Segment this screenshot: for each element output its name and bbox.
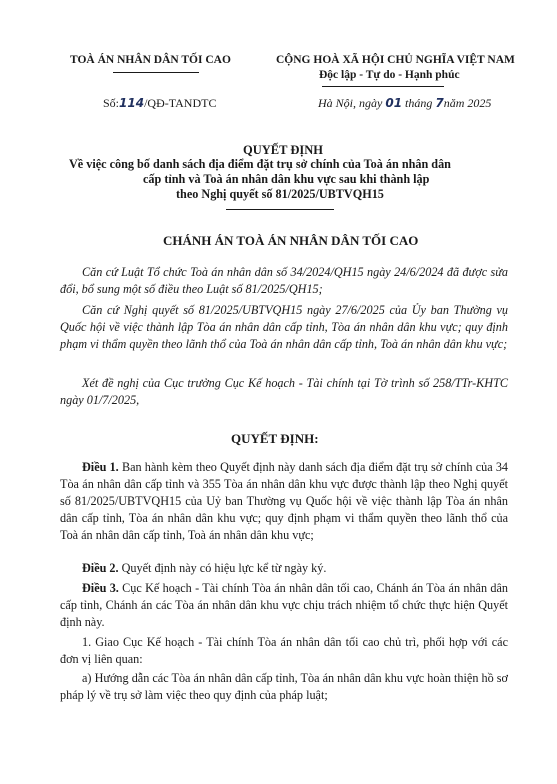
decision-heading: QUYẾT ĐỊNH: xyxy=(231,431,319,446)
legal-basis-2: Căn cứ Nghị quyết số 81/2025/UBTVQH15 ngày 27/6/2025 của Ủy ban Thường vụ Quốc hội về việc thành lập Tòa án nhân dân cấp tỉnh, Tòa án nhân dân khu vực; quy định phạm vi thẩm quyền theo lãnh thổ của Toà án nhân dân cấp tỉnh, Toà án nhân dân khu vực; xyxy=(60,303,508,351)
date-prefix: Hà Nội, ngày xyxy=(318,96,383,110)
article-1-label: Điều 1. xyxy=(82,460,119,474)
article-2 xyxy=(60,560,508,577)
article-1-text: Ban hành kèm theo Quyết định này danh sách địa điểm đặt trụ sở chính của 34 Tòa án nhân dân cấp tỉnh và 355 Tòa án nhân dân khu vực được thành lập theo Nghị quyết số 81/2025/UBTVQH15 của Uỷ ban Thường vụ Quốc hội về việc thành lập Tòa án nhân dân cấp tỉnh, Tòa án nhân dân khu vực; quy định phạm vi thẩm quyền theo lãnh thổ của Toà án nhân dân cấp tỉnh, Toà án nhân dân khu vực; xyxy=(60,460,509,542)
legal-basis-1: Căn cứ Luật Tổ chức Toà án nhân dân số 34/2024/QH15 ngày 24/6/2024 đã được sửa đổi, bổ sung một số điều theo Luật số 81/2025/QH15; xyxy=(60,265,508,296)
article-3-label: Điều 3. xyxy=(82,581,119,595)
subject-line-2: cấp tỉnh và Toà án nhân dân khu vực sau khi thành lập xyxy=(143,172,430,186)
document-number xyxy=(103,96,216,111)
subject-line-3: theo Nghị quyết số 81/2025/UBTVQH15 xyxy=(176,187,384,201)
subject-line-1: Về việc công bố danh sách địa điểm đặt trụ sở chính của Toà án nhân dân xyxy=(69,157,451,171)
date-mid: tháng xyxy=(405,96,433,110)
handwritten-day: 01 xyxy=(385,96,403,110)
date-suffix: năm 2025 xyxy=(443,96,492,110)
handwritten-month: 7 xyxy=(435,96,444,110)
country-name: CỘNG HOÀ XÃ HỘI CHỦ NGHĨA VIỆT NAM xyxy=(276,54,515,66)
article-3 xyxy=(60,580,508,631)
number-prefix: Số: xyxy=(103,96,120,110)
document-type: QUYẾT ĐỊNH xyxy=(243,143,323,157)
title-underline xyxy=(226,209,334,210)
article-2-label: Điều 2. xyxy=(82,561,119,575)
handwritten-number: 114 xyxy=(119,96,145,110)
article-1 xyxy=(60,459,508,544)
number-suffix: /QĐ-TANDTC xyxy=(144,96,217,110)
article-3-text: Cục Kế hoạch - Tài chính Tòa án nhân dân tối cao, Chánh án Tòa án nhân dân cấp tỉnh, Chánh án các Tòa án nhân dân khu vực chịu trách nhiệm tổ chức thực hiện Quyết định này. xyxy=(60,581,508,629)
court-name-underline xyxy=(113,72,199,73)
clause-1a: a) Hướng dẫn các Tòa án nhân dân cấp tỉnh, Tòa án nhân dân khu vực hoàn thiện hồ sơ pháp lý về trụ sở làm việc theo quy định của pháp luật; xyxy=(60,671,508,702)
issue-date xyxy=(318,96,491,111)
clause-1: 1. Giao Cục Kế hoạch - Tài chính Tòa án nhân dân tối cao chủ trì, phối hợp với các đơn vị liên quan: xyxy=(60,635,508,666)
motto: Độc lập - Tự do - Hạnh phúc xyxy=(319,69,460,81)
issuer-title: CHÁNH ÁN TOÀ ÁN NHÂN DÂN TỐI CAO xyxy=(163,233,419,248)
motto-underline xyxy=(322,86,444,87)
legal-basis-3: Xét đề nghị của Cục trưởng Cục Kế hoạch - Tài chính tại Tờ trình số 258/TTr-KHTC ngày 01/7/2025, xyxy=(60,376,508,407)
article-2-text: Quyết định này có hiệu lực kể từ ngày ký. xyxy=(118,561,327,575)
court-name: TOÀ ÁN NHÂN DÂN TỐI CAO xyxy=(70,54,231,66)
